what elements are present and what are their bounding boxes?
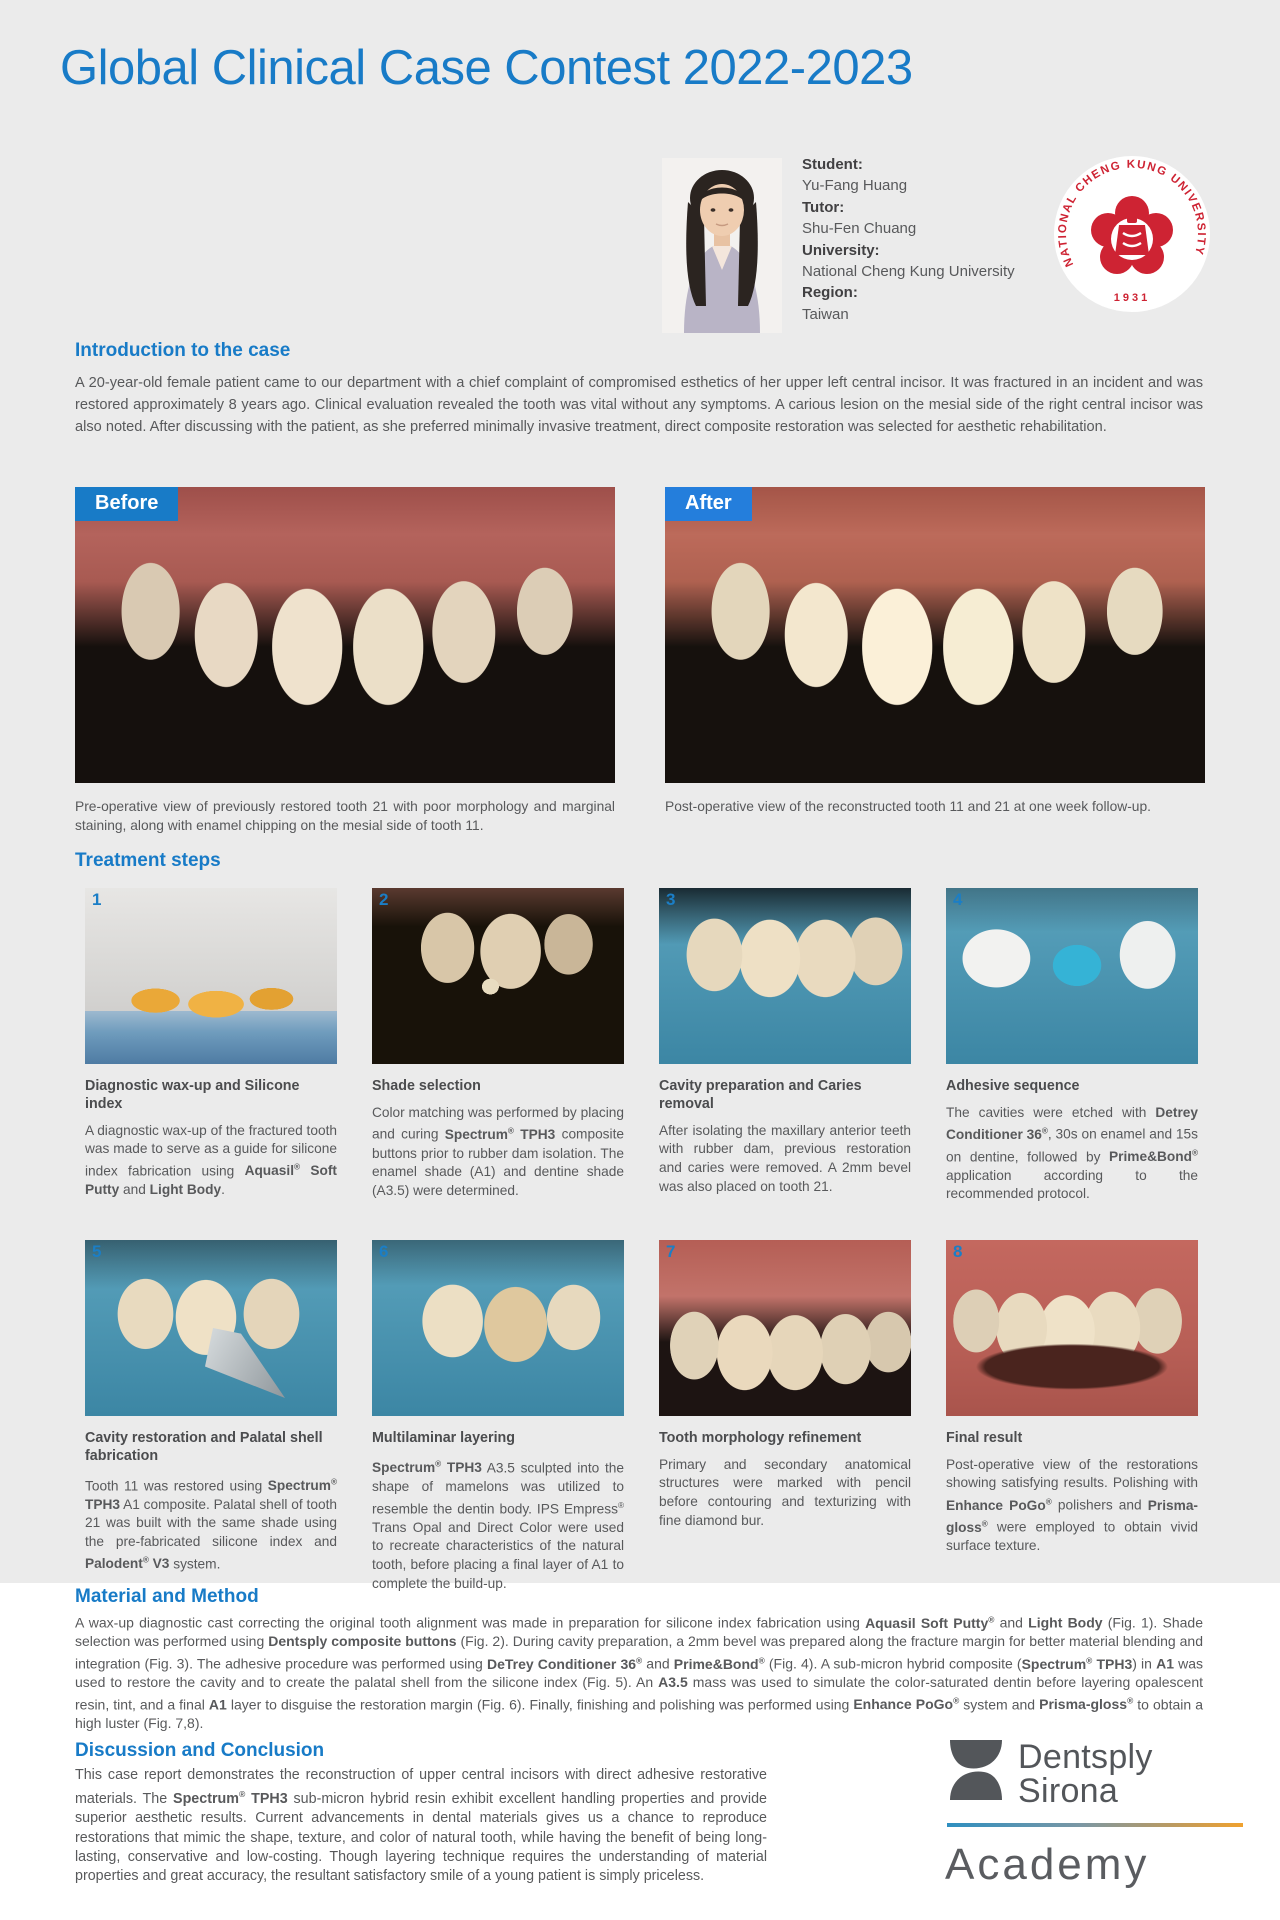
- step-5-number: 5: [92, 1242, 102, 1261]
- step-1-body: A diagnostic wax-up of the fractured tooth was made to serve as a guide for silicone index fabrication using Aquasil® Soft Putty and Light Body.: [85, 1122, 337, 1198]
- tutor-name: Shu-Fen Chuang: [802, 220, 917, 238]
- before-figure: [75, 487, 615, 835]
- treatment-step-2: [372, 888, 624, 1204]
- step-5-photo: [85, 1240, 337, 1416]
- treatment-steps-row-2: [85, 1240, 1198, 1593]
- step-8-title: Final result: [946, 1430, 1023, 1446]
- step-4-photo: [946, 888, 1198, 1064]
- step-7-title: Tooth morphology refinement: [659, 1430, 862, 1446]
- step-7-photo: [659, 1240, 911, 1416]
- before-photo: [75, 487, 615, 783]
- step-6-photo: [372, 1240, 624, 1416]
- university-name: National Cheng Kung University: [802, 263, 1015, 281]
- material-method-heading: Material and Method: [75, 1586, 259, 1607]
- step-4-number: 4: [953, 890, 963, 909]
- step-2-title: Shade selection: [372, 1078, 481, 1094]
- step-3-photo: [659, 888, 911, 1064]
- treatment-step-5: [85, 1240, 337, 1593]
- treatment-steps-row-1: [85, 888, 1198, 1204]
- step-1-number: 1: [92, 890, 102, 909]
- treatment-step-4: [946, 888, 1198, 1204]
- seal-year: 1931: [1113, 292, 1151, 304]
- dentsply-word: Dentsply: [1018, 1738, 1153, 1776]
- step-1-photo: [85, 888, 337, 1064]
- before-caption: Pre-operative view of previously restored tooth 21 with poor morphology and marginal staining, along with enamel chipping on the mesial side of tooth 11.: [75, 799, 615, 833]
- step-6-title: Multilaminar layering: [372, 1430, 516, 1446]
- seal-ring-text: NATIONAL CHENG KUNG UNIVERSITY: [1056, 158, 1208, 269]
- dentsply-sirona-wordmark: [1018, 1740, 1153, 1808]
- dental-instrument-shape: [205, 1328, 285, 1398]
- after-figure: [665, 487, 1205, 816]
- treatment-steps-heading: Treatment steps: [75, 850, 221, 871]
- step-8-body: Post-operative view of the restorations showing satisfying results. Polishing with Enhance PoGo® polishers and Prisma-gloss® were employed to obtain vivid surface texture.: [946, 1456, 1198, 1554]
- step-2-number: 2: [379, 890, 389, 909]
- step-8-photo: [946, 1240, 1198, 1416]
- tutor-label: Tutor:: [802, 198, 845, 216]
- university-label: University:: [802, 241, 880, 259]
- step-7-number: 7: [666, 1242, 676, 1261]
- step-6-body: Spectrum® TPH3 A3.5 sculpted into the shape of mamelons was utilized to resemble the dentin body. IPS Empress® Trans Opal and Direct Color were used to recreate characteristics of the natural tooth, before placing a final layer of A1 to complete the build-up.: [372, 1459, 624, 1591]
- introduction-heading: Introduction to the case: [75, 340, 291, 361]
- discussion-heading: Discussion and Conclusion: [75, 1740, 325, 1761]
- region-name: Taiwan: [802, 305, 849, 323]
- step-6-number: 6: [379, 1242, 389, 1261]
- step-5-body: Tooth 11 was restored using Spectrum® TPH3 A1 composite. Palatal shell of tooth 21 was built with the same shade using the pre-fabricated silicone index and Palodent® V3 system.: [85, 1477, 337, 1572]
- step-7-body: Primary and secondary anatomical structures were marked with pencil before contouring and texturizing with fine diamond bur.: [659, 1456, 911, 1528]
- after-caption: Post-operative view of the reconstructed tooth 11 and 21 at one week follow-up.: [665, 799, 1151, 814]
- step-8-number: 8: [953, 1242, 963, 1261]
- step-2-body: Color matching was performed by placing and curing Spectrum® TPH3 composite buttons prior to rubber dam isolation. The enamel shade (A1) and dentine shade (A3.5) were determined.: [372, 1104, 624, 1198]
- dentsply-sirona-logo-mark: [947, 1737, 1005, 1803]
- student-portrait-photo: [662, 158, 782, 333]
- after-label: After: [665, 487, 752, 521]
- discussion-paragraph: This case report demonstrates the reconstruction of upper central incisors with direct adhesive restorative materials. The Spectrum® TPH3 sub-micron hybrid resin exhibit excellent handling properties and provide superior aesthetic results. Current advancements in dental materials gives us a chance to reproduce restorations that mimic the shape, texture, and color of natural tooth, while having the benefit of being long-lasting, conservative and low-costing. Though layering technique requires the understanding of material properties and great accuracy, the resultant satisfactory smile of a young patient is simply priceless.: [75, 1767, 767, 1885]
- student-info: [802, 154, 1015, 325]
- treatment-step-6: [372, 1240, 624, 1593]
- after-photo: [665, 487, 1205, 783]
- step-3-number: 3: [666, 890, 676, 909]
- step-1-title: Diagnostic wax-up and Silicone index: [85, 1078, 300, 1112]
- step-3-body: After isolating the maxillary anterior teeth with rubber dam, previous restoration and caries were removed. A 2mm bevel was also placed on tooth 21.: [659, 1122, 911, 1194]
- sirona-word: Sirona: [1018, 1772, 1119, 1810]
- introduction-paragraph: A 20-year-old female patient came to our department with a chief complaint of compromised esthetics of her upper left central incisor. It was fractured in an incident and was restored approximately 8 years ago. Clinical evaluation revealed the tooth was vital without any symptoms. A carious lesion on the mesial side of the right central incisor was also noted. After discussing with the patient, as she preferred minimally invasive treatment, direct composite restoration was selected for aesthetic rehabilitation.: [75, 375, 1203, 435]
- treatment-step-3: [659, 888, 911, 1204]
- ncku-university-seal-logo: [1053, 155, 1211, 313]
- step-4-title: Adhesive sequence: [946, 1078, 1080, 1094]
- region-label: Region:: [802, 284, 858, 302]
- step-5-title: Cavity restoration and Palatal shell fabrication: [85, 1430, 323, 1464]
- brand-gradient-divider: [947, 1823, 1243, 1827]
- material-method-paragraph: A wax-up diagnostic cast correcting the original tooth alignment was made in preparation for silicone index fabrication using Aquasil Soft Putty® and Light Body (Fig. 1). Shade selection was performed using Dentsply composite buttons (Fig. 2). During cavity preparation, a 2mm bevel was prepared along the fracture margin for better material blending and integration (Fig. 3). The adhesive procedure was performed using DeTrey Conditioner 36® and Prime&Bond® (Fig. 4). A sub-micron hybrid composite (Spectrum® TPH3) in A1 was used to restore the cavity and to create the palatal shell from the silicone index (Fig. 5). An A3.5 mass was used to simulate the color-saturated dentin before layering opalescent resin, tint, and a final A1 layer to disguise the restoration margin (Fig. 6). Finally, finishing and polishing was performed using Enhance PoGo® system and Prisma-gloss® to obtain a high luster (Fig. 7,8).: [75, 1614, 1204, 1731]
- treatment-step-1: [85, 888, 337, 1204]
- page-title: Global Clinical Case Contest 2022-2023: [60, 41, 913, 95]
- student-name: Yu-Fang Huang: [802, 177, 908, 195]
- treatment-step-8: [946, 1240, 1198, 1593]
- before-label: Before: [75, 487, 178, 521]
- step-3-title: Cavity preparation and Caries removal: [659, 1078, 862, 1112]
- step-4-body: The cavities were etched with Detrey Conditioner 36®, 30s on enamel and 15s on dentine, followed by Prime&Bond® application according to the recommended protocol.: [946, 1104, 1198, 1202]
- student-label: Student:: [802, 156, 863, 173]
- treatment-step-7: [659, 1240, 911, 1593]
- step-2-photo: [372, 888, 624, 1064]
- academy-wordmark: Academy: [945, 1840, 1150, 1889]
